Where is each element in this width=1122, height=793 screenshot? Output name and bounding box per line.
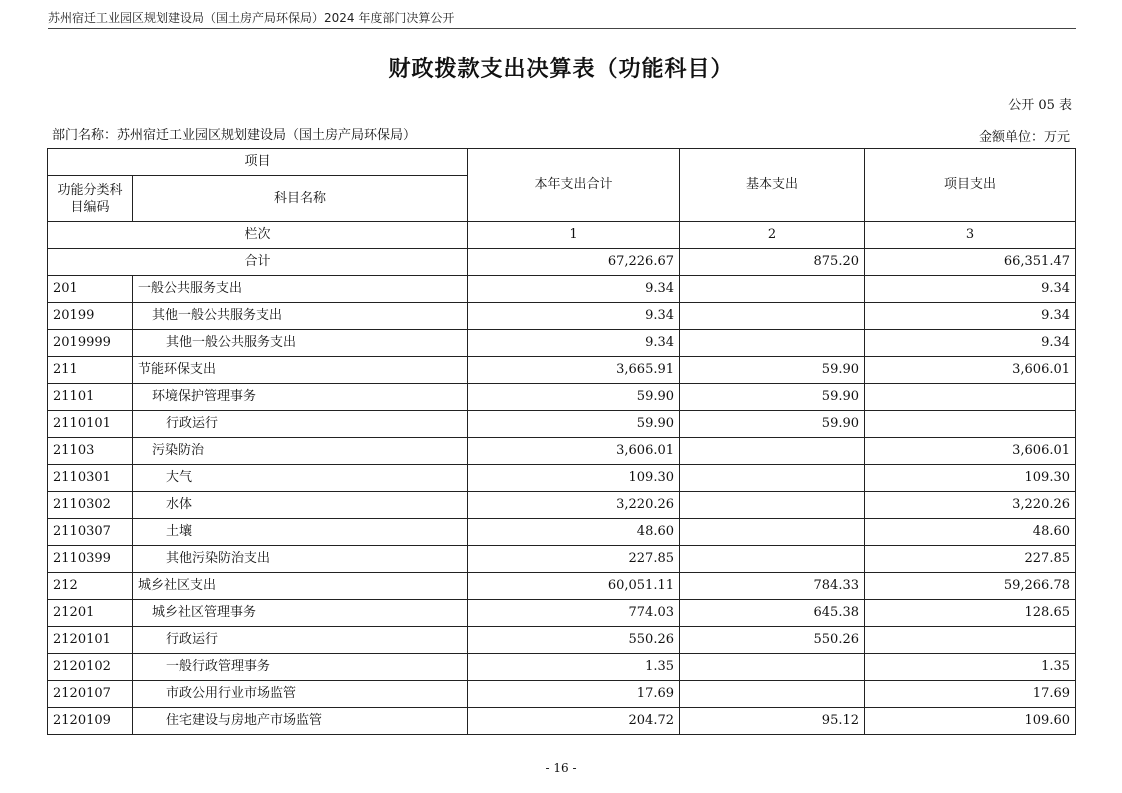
row-project-expenditure: 17.69 [865, 681, 1076, 708]
row-basic-expenditure: 95.12 [680, 708, 865, 735]
row-basic-expenditure [680, 303, 865, 330]
header-rule [48, 28, 1076, 29]
table-row [48, 438, 1076, 465]
row-basic-expenditure [680, 330, 865, 357]
table-row [48, 573, 1076, 600]
row-project-expenditure: 9.34 [865, 330, 1076, 357]
row-total-expenditure: 59.90 [468, 384, 680, 411]
index-col-2: 2 [680, 222, 865, 249]
index-row [48, 222, 1076, 249]
row-code: 21201 [48, 600, 133, 627]
table-row [48, 492, 1076, 519]
row-code: 2110302 [48, 492, 133, 519]
row-total-expenditure: 9.34 [468, 276, 680, 303]
form-code: 公开 05 表 [1008, 98, 1072, 113]
row-total-expenditure: 204.72 [468, 708, 680, 735]
row-subject-name: 污染防治 [133, 438, 468, 465]
table-row [48, 600, 1076, 627]
total-label: 合计 [48, 249, 468, 276]
row-total-expenditure: 1.35 [468, 654, 680, 681]
row-subject-name: 节能环保支出 [133, 357, 468, 384]
row-basic-expenditure [680, 492, 865, 519]
table-row [48, 330, 1076, 357]
row-total-expenditure: 59.90 [468, 411, 680, 438]
row-code: 2019999 [48, 330, 133, 357]
row-code: 2120101 [48, 627, 133, 654]
row-basic-expenditure: 550.26 [680, 627, 865, 654]
header-project: 项目 [48, 149, 468, 176]
row-code: 2120102 [48, 654, 133, 681]
row-code: 212 [48, 573, 133, 600]
table-row [48, 303, 1076, 330]
total-col-3: 66,351.47 [865, 249, 1076, 276]
row-subject-name: 水体 [133, 492, 468, 519]
index-col-3: 3 [865, 222, 1076, 249]
table-row [48, 357, 1076, 384]
row-code: 21101 [48, 384, 133, 411]
row-subject-name: 住宅建设与房地产市场监管 [133, 708, 468, 735]
index-col-1: 1 [468, 222, 680, 249]
row-total-expenditure: 3,220.26 [468, 492, 680, 519]
header-function-code: 功能分类科目编码 [48, 176, 133, 222]
row-code: 20199 [48, 303, 133, 330]
header-subject-name: 科目名称 [133, 176, 468, 222]
page-number: - 16 - [545, 761, 577, 775]
row-subject-name: 市政公用行业市场监管 [133, 681, 468, 708]
table-row [48, 465, 1076, 492]
table-row [48, 411, 1076, 438]
row-subject-name: 其他污染防治支出 [133, 546, 468, 573]
row-code: 2110399 [48, 546, 133, 573]
table-row [48, 384, 1076, 411]
row-subject-name: 其他一般公共服务支出 [133, 303, 468, 330]
row-code: 21103 [48, 438, 133, 465]
row-subject-name: 一般公共服务支出 [133, 276, 468, 303]
row-total-expenditure: 774.03 [468, 600, 680, 627]
row-project-expenditure: 3,606.01 [865, 357, 1076, 384]
row-project-expenditure: 59,266.78 [865, 573, 1076, 600]
row-project-expenditure: 9.34 [865, 303, 1076, 330]
total-col-1: 67,226.67 [468, 249, 680, 276]
table-row [48, 627, 1076, 654]
running-header: 苏州宿迁工业园区规划建设局（国土房产局环保局）2024 年度部门决算公开 [48, 11, 455, 25]
row-project-expenditure: 9.34 [865, 276, 1076, 303]
table-row [48, 519, 1076, 546]
row-basic-expenditure: 645.38 [680, 600, 865, 627]
row-basic-expenditure [680, 465, 865, 492]
row-total-expenditure: 9.34 [468, 303, 680, 330]
table-row [48, 546, 1076, 573]
row-code: 201 [48, 276, 133, 303]
header-basic-expenditure: 基本支出 [680, 149, 865, 222]
row-project-expenditure: 3,220.26 [865, 492, 1076, 519]
row-project-expenditure: 227.85 [865, 546, 1076, 573]
row-code: 2110307 [48, 519, 133, 546]
header-project-expenditure: 项目支出 [865, 149, 1076, 222]
index-label: 栏次 [48, 222, 468, 249]
row-code: 2120109 [48, 708, 133, 735]
table-row [48, 708, 1076, 735]
row-basic-expenditure: 784.33 [680, 573, 865, 600]
row-project-expenditure [865, 384, 1076, 411]
row-basic-expenditure: 59.90 [680, 411, 865, 438]
row-basic-expenditure [680, 546, 865, 573]
header-total-expenditure: 本年支出合计 [468, 149, 680, 222]
header-row-1 [48, 149, 1076, 176]
row-subject-name: 其他一般公共服务支出 [133, 330, 468, 357]
row-project-expenditure [865, 411, 1076, 438]
row-subject-name: 大气 [133, 465, 468, 492]
row-subject-name: 行政运行 [133, 627, 468, 654]
amount-unit: 金额单位：万元 [978, 130, 1070, 145]
row-basic-expenditure [680, 654, 865, 681]
row-subject-name: 行政运行 [133, 411, 468, 438]
row-subject-name: 一般行政管理事务 [133, 654, 468, 681]
table-row [48, 276, 1076, 303]
document-title: 财政拨款支出决算表（功能科目） [388, 57, 734, 82]
row-project-expenditure: 48.60 [865, 519, 1076, 546]
expenditure-table [47, 148, 1076, 735]
row-total-expenditure: 227.85 [468, 546, 680, 573]
row-basic-expenditure [680, 276, 865, 303]
row-code: 2110301 [48, 465, 133, 492]
row-total-expenditure: 3,606.01 [468, 438, 680, 465]
row-total-expenditure: 550.26 [468, 627, 680, 654]
row-project-expenditure: 3,606.01 [865, 438, 1076, 465]
row-project-expenditure: 1.35 [865, 654, 1076, 681]
row-project-expenditure: 109.60 [865, 708, 1076, 735]
row-basic-expenditure [680, 519, 865, 546]
total-col-2: 875.20 [680, 249, 865, 276]
row-subject-name: 城乡社区管理事务 [133, 600, 468, 627]
department-name: 部门名称：苏州宿迁工业园区规划建设局（国土房产局环保局） [52, 128, 417, 143]
row-basic-expenditure [680, 438, 865, 465]
total-row [48, 249, 1076, 276]
row-basic-expenditure: 59.90 [680, 357, 865, 384]
row-total-expenditure: 9.34 [468, 330, 680, 357]
row-code: 2120107 [48, 681, 133, 708]
row-total-expenditure: 17.69 [468, 681, 680, 708]
row-total-expenditure: 60,051.11 [468, 573, 680, 600]
row-total-expenditure: 109.30 [468, 465, 680, 492]
row-subject-name: 土壤 [133, 519, 468, 546]
row-basic-expenditure: 59.90 [680, 384, 865, 411]
row-total-expenditure: 3,665.91 [468, 357, 680, 384]
table-row [48, 681, 1076, 708]
table-row [48, 654, 1076, 681]
row-project-expenditure: 109.30 [865, 465, 1076, 492]
row-total-expenditure: 48.60 [468, 519, 680, 546]
row-project-expenditure [865, 627, 1076, 654]
row-code: 211 [48, 357, 133, 384]
row-project-expenditure: 128.65 [865, 600, 1076, 627]
row-subject-name: 城乡社区支出 [133, 573, 468, 600]
row-subject-name: 环境保护管理事务 [133, 384, 468, 411]
row-basic-expenditure [680, 681, 865, 708]
row-code: 2110101 [48, 411, 133, 438]
